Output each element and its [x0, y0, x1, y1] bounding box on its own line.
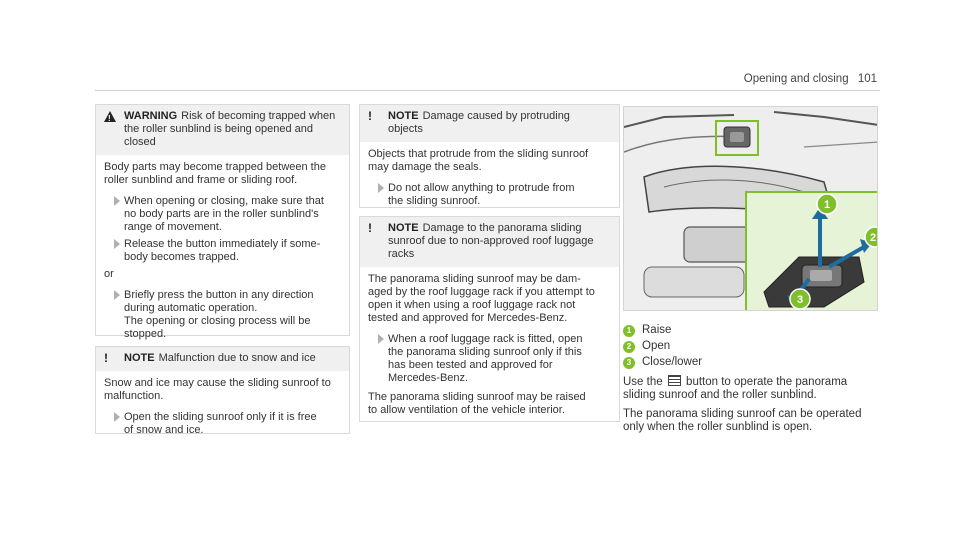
body-text: only when the roller sunblind is open.: [623, 421, 813, 433]
note-exclamation-icon: !: [368, 221, 372, 235]
arrow-bullet-icon: [378, 183, 384, 193]
legend-number: 1: [623, 325, 635, 337]
callout-3: 3: [796, 294, 804, 306]
warning-box: [95, 104, 350, 340]
arrow-bullet-icon: [114, 412, 120, 422]
arrow-bullet-icon: [114, 239, 120, 249]
instruction-item: [368, 182, 611, 208]
legend-label: Raise: [642, 324, 672, 336]
instruction-text: Do not allow anything to protrude from: [388, 182, 575, 194]
note-box-luggage-rack: [359, 216, 620, 422]
legend-item: [623, 340, 883, 353]
or-text: or: [104, 268, 114, 280]
body-text: malfunction.: [104, 390, 164, 402]
instruction-text: has been tested and approved for: [388, 359, 553, 371]
note-keyword: NOTE: [388, 110, 419, 122]
body-text: Use the: [623, 376, 663, 388]
usage-paragraph: [623, 375, 883, 402]
note-header: [360, 217, 619, 267]
body-text: tested and approved for Mercedes-Benz.: [368, 312, 568, 324]
instruction-text: body becomes trapped.: [124, 251, 239, 263]
callout-1: 1: [823, 199, 831, 211]
body-text: button to operate the panorama: [686, 376, 848, 388]
instruction-text: When a roof luggage rack is fitted, open: [388, 333, 583, 345]
instruction-text: range of movement.: [124, 221, 222, 233]
warning-triangle-icon: [104, 110, 124, 149]
warning-title-line: Risk of becoming trapped when: [181, 110, 336, 122]
warning-keyword: WARNING: [124, 110, 178, 122]
instruction-item: [104, 238, 341, 264]
page-header: [744, 73, 877, 86]
body-text: sliding sunroof and the roller sunblind.: [623, 389, 817, 401]
note-body: [96, 371, 349, 449]
body-text: Objects that protrude from the sliding sunroof: [368, 148, 589, 160]
legend-item: [623, 356, 883, 369]
instruction-text: When opening or closing, make sure that: [124, 195, 324, 207]
note-body: [360, 267, 619, 427]
sunroof-control-illustration: [623, 106, 878, 311]
warning-title-line: the roller sunblind is being opened and: [124, 123, 313, 135]
section-title: Opening and closing: [743, 73, 849, 85]
instruction-text: of snow and ice.: [124, 424, 204, 436]
note-title: Damage caused by protruding: [422, 110, 570, 122]
body-text: Body parts may become trapped between the: [104, 161, 326, 173]
figure-legend: [623, 324, 883, 434]
arrow-bullet-icon: [114, 290, 120, 300]
instruction-text: the sliding sunroof.: [388, 195, 481, 207]
body-text: may damage the seals.: [368, 161, 482, 173]
note-title: racks: [388, 248, 415, 260]
note-title: Damage to the panorama sliding: [422, 222, 582, 234]
note-title: objects: [388, 123, 423, 135]
note-header: [360, 105, 619, 142]
arrow-bullet-icon: [378, 334, 384, 344]
instruction-text: during automatic operation.: [124, 302, 258, 314]
body-text: roller sunblind and frame or sliding roof.: [104, 174, 298, 186]
body-text: aged by the roof luggage rack if you attempt to: [368, 286, 595, 298]
note-keyword: NOTE: [388, 222, 419, 234]
instruction-text: no body parts are in the roller sunblind's: [124, 208, 319, 220]
instruction-text: Briefly press the button in any direction: [124, 289, 314, 301]
instruction-text: The opening or closing process will be: [124, 315, 311, 327]
arrow-bullet-icon: [114, 196, 120, 206]
sunroof-button-icon: [668, 375, 681, 386]
legend-number: 2: [623, 341, 635, 353]
operation-paragraph: [623, 408, 883, 434]
warning-title-line: closed: [124, 136, 156, 148]
warning-body: [96, 155, 349, 353]
instruction-item: [104, 411, 341, 437]
instruction-text: Release the button immediately if some-: [124, 238, 321, 250]
body-text: The panorama sliding sunroof may be raised: [368, 391, 586, 403]
note-box-protruding: [359, 104, 620, 208]
instruction-text: stopped.: [124, 328, 167, 340]
page-number: 101: [857, 73, 877, 85]
note-exclamation-icon: !: [104, 351, 108, 365]
warning-header: [96, 105, 349, 155]
instruction-text: Open the sliding sunroof only if it is free: [124, 411, 317, 423]
instruction-item: [368, 333, 611, 385]
body-text: open it when using a roof luggage rack not: [368, 299, 576, 311]
body-text: Snow and ice may cause the sliding sunroof to: [104, 377, 331, 389]
note-box-snow: [95, 346, 350, 434]
note-exclamation-icon: !: [368, 109, 372, 123]
note-title: sunroof due to non-approved roof luggage: [388, 235, 594, 247]
instruction-item: [104, 195, 341, 234]
note-title: Malfunction due to snow and ice: [158, 352, 316, 364]
overhead-panel-drawing: [624, 107, 878, 311]
legend-label: Open: [642, 340, 671, 352]
header-divider: [95, 90, 880, 91]
body-text: to allow ventilation of the vehicle interior.: [368, 404, 565, 416]
legend-number: 3: [623, 357, 635, 369]
note-body: [360, 142, 619, 220]
note-keyword: NOTE: [124, 352, 155, 364]
body-text: The panorama sliding sunroof can be operated: [623, 408, 862, 420]
note-header: [96, 347, 349, 371]
instruction-item: [104, 289, 341, 341]
instruction-text: the panorama sliding sunroof only if this: [388, 346, 582, 358]
body-text: The panorama sliding sunroof may be dam-: [368, 273, 581, 285]
legend-item: [623, 324, 883, 337]
instruction-text: Mercedes-Benz.: [388, 372, 469, 384]
callout-2: 2: [869, 232, 877, 244]
legend-label: Close/lower: [642, 356, 703, 368]
